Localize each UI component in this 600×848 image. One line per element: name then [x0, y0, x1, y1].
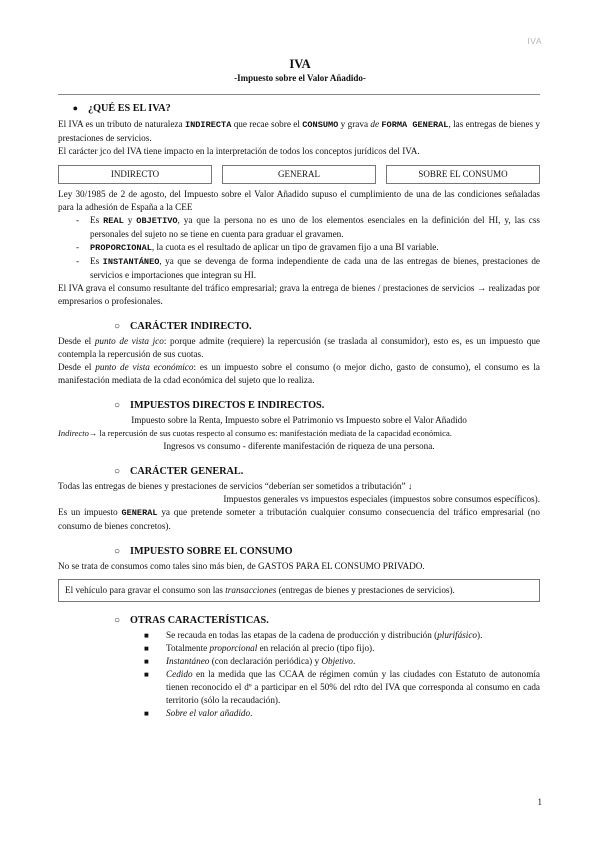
- square-bullet-icon: ■: [144, 709, 149, 718]
- paragraph: Todas las entregas de bienes y prestaciones de servicios “deberían ser sometidos a tributación” ↓: [58, 481, 413, 491]
- paragraph: El carácter jco del IVA tiene impacto en la interpretación de todos los conceptos jurídicos del IVA.: [58, 146, 420, 156]
- list-item: ■ Se recauda en todas las etapas de la cadena de producción y distribución (plurifásico).: [144, 630, 483, 640]
- paragraph: Desde el punto de vista económico: es un impuesto sobre el consumo (o mejor dicho, gasto de consumo), el consumo es la manifestación mediata de la cdad económica del sujeto que lo realiza.: [58, 362, 540, 385]
- page-number: 1: [537, 797, 542, 807]
- dash-icon: -: [76, 215, 80, 225]
- box-sobre-el-consumo: SOBRE EL CONSUMO: [386, 165, 540, 184]
- page-title: IVA: [289, 57, 311, 71]
- circle-bullet-icon: ○: [114, 400, 121, 411]
- list-item: ■ Instantáneo (con declaración periódica) y Objetivo.: [144, 656, 356, 666]
- square-bullet-icon: ■: [144, 657, 149, 666]
- box-general: GENERAL: [222, 165, 376, 184]
- box-indirecto: INDIRECTO: [58, 165, 212, 184]
- section-heading-que-es: ● ¿QUÉ ES EL IVA?: [58, 102, 540, 115]
- paragraph: El IVA es un tributo de naturaleza INDIRECTA que recae sobre el CONSUMO y grava de FORMA GENERAL, las entregas de bienes y prestaciones de servicios.: [58, 119, 541, 143]
- circle-bullet-icon: ○: [114, 546, 121, 557]
- list-item: - PROPORCIONAL, la cuota es el resultado de aplicar un tipo de gravamen fijo a una BI variable.: [58, 241, 540, 255]
- page-subtitle: -Impuesto sobre el Valor Añadido-: [234, 73, 366, 83]
- paragraph: Indirecto→ la repercusión de sus cuotas respecto al consumo es: manifestación mediata de la capacidad económica.: [58, 428, 452, 438]
- paragraph: Ley 30/1985 de 2 de agosto, del Impuesto sobre el Valor Añadido supuso el cumplimiento de una de las condiciones señaladas para la adhesión de España a la CEE: [58, 189, 540, 212]
- paragraph: Es un impuesto GENERAL ya que pretende someter a tributación cualquier consumo consecuencia del tráfico empresarial (no consumo de bienes concretos).: [58, 507, 540, 531]
- square-bullet-icon: ■: [144, 670, 149, 679]
- dash-icon: -: [76, 256, 80, 266]
- circle-bullet-icon: ○: [114, 466, 121, 477]
- paragraph: No se trata de consumos como tales sino más bien, de GASTOS PARA EL CONSUMO PRIVADO.: [58, 561, 425, 571]
- paragraph: Impuestos generales vs impuestos especiales (impuestos sobre consumos específicos).: [223, 494, 540, 504]
- list-item: - Es REAL y OBJETIVO, ya que la persona no es uno de los elementos esenciales en la definición del HI, y, las css personales del sujeto no se tiene en cuenta para graduar el gravamen.: [58, 214, 540, 241]
- document-body: [58, 100, 540, 720]
- bullet-icon: ●: [72, 103, 78, 113]
- paragraph: Desde el punto de vista jco: porque admite (requiere) la repercusión (se traslada al consumidor), esto es, es un impuesto que contempla la repercusión de sus cuotas.: [58, 336, 540, 359]
- title-divider: [58, 94, 540, 95]
- square-bullet-icon: ■: [144, 631, 149, 640]
- section-heading-caracter-indirecto: ○ CARÁCTER INDIRECTO.: [114, 321, 252, 332]
- framed-note: El vehículo para gravar el consumo son las transacciones (entregas de bienes y prestaciones de servicios).: [58, 579, 540, 602]
- paragraph: Ingresos vs consumo - diferente manifestación de riqueza de una persona.: [163, 441, 435, 451]
- section-heading-caracter-general: ○ CARÁCTER GENERAL.: [114, 466, 244, 477]
- circle-bullet-icon: ○: [114, 321, 121, 332]
- running-header: IVA: [527, 36, 542, 46]
- section-heading-impuestos-directos: ○ IMPUESTOS DIRECTOS E INDIRECTOS.: [114, 400, 325, 411]
- list-item: ■ Totalmente proporcional en relación al precio (tipo fijo).: [144, 643, 375, 653]
- paragraph: El IVA grava el consumo resultante del tráfico empresarial; grava la entrega de bienes / prestaciones de servicios → realizadas por empresarios o profesionales.: [58, 283, 540, 306]
- list-item: ■ Sobre el valor añadido.: [144, 708, 253, 718]
- section-heading-impuesto-consumo: ○ IMPUESTO SOBRE EL CONSUMO: [114, 546, 293, 557]
- circle-bullet-icon: ○: [114, 615, 121, 626]
- list-item: ■ Cedido en la medida que las CCAA de régimen común y las ciudades con Estatuto de autonomía tienen reconocido el dº a participar en el 50% del rdto del IVA que corresponda al consumo en cada territorio (sólo la recaudación).: [144, 669, 540, 705]
- dash-icon: -: [76, 242, 80, 252]
- square-bullet-icon: ■: [144, 644, 149, 653]
- paragraph: Impuesto sobre la Renta, Impuesto sobre el Patrimonio vs Impuesto sobre el Valor Añadido: [131, 415, 467, 425]
- section-heading-otras-caracteristicas: ○ OTRAS CARACTERÍSTICAS.: [114, 615, 269, 626]
- characteristics-boxes: [58, 165, 540, 184]
- list-item: - Es INSTANTÁNEO, ya que se devenga de forma independiente de cada una de las entregas de bienes, prestaciones de servicios e importaciones que integran su HI.: [58, 255, 540, 282]
